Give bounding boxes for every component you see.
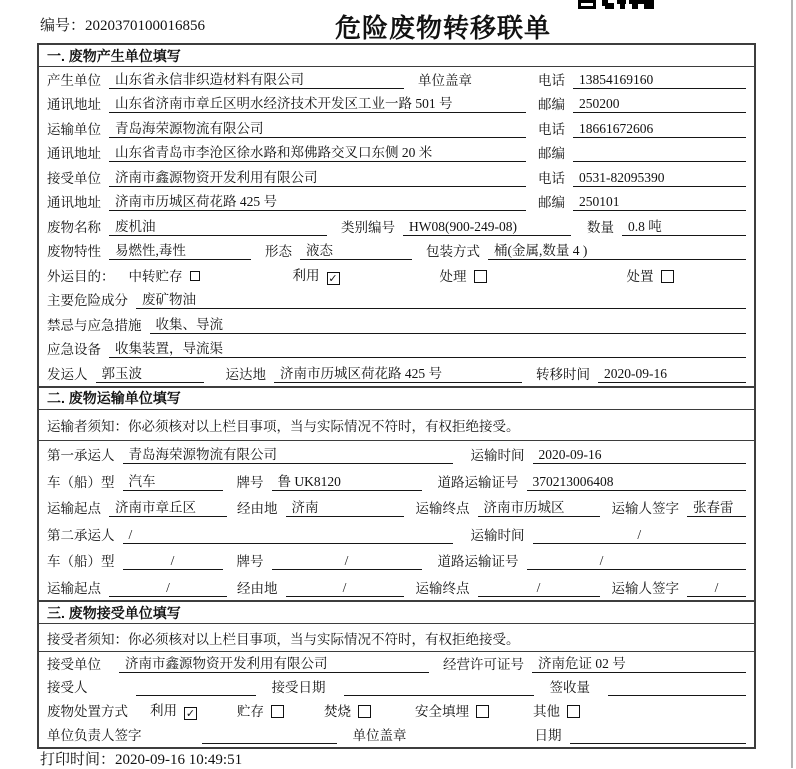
- checkbox-disposal-use[interactable]: ✓: [185, 707, 196, 721]
- zip-label: 邮编: [538, 97, 565, 112]
- row-transporter-address: [39, 141, 754, 166]
- row-second-carrier: [39, 520, 754, 547]
- receiver-field: 济南市鑫源物资开发利用有限公司: [109, 169, 526, 187]
- first-carrier-field: 青岛海荣源物流有限公司: [123, 446, 453, 464]
- quantity-label: 数量: [587, 219, 614, 235]
- receiver-notice: 接受者须知：你必须核对以上栏目事项，当与实际情况不符时，有权拒绝接受。: [39, 624, 754, 652]
- transporter-address-field: 山东省青岛市李沧区徐水路和郑佛路交叉口东侧 20 米: [109, 144, 526, 162]
- receiver-label: 接受单位: [47, 170, 101, 186]
- phone-label: 电话: [538, 72, 565, 88]
- transporter-zip-field: [573, 145, 746, 162]
- producer-zip-field: 250200: [573, 95, 746, 113]
- section-receiver: [39, 600, 754, 747]
- destination-label: 运达地: [225, 366, 266, 382]
- row-hazard-component: [39, 288, 754, 313]
- receiver-address-field: 济南市历城区荷花路 425 号: [109, 193, 526, 211]
- section-producer: [39, 45, 754, 386]
- print-time: [40, 748, 242, 769]
- row-producer: [39, 67, 754, 92]
- row-first-route: [39, 494, 754, 521]
- second-via-field: /: [286, 579, 404, 597]
- plate-label: 牌号: [236, 474, 264, 490]
- hazard-field: 废矿物油: [136, 291, 746, 309]
- transport-time-label: 运输时间: [470, 448, 525, 464]
- receiver-zip-field: 250101: [573, 193, 746, 211]
- address-label: 通讯地址: [47, 146, 101, 161]
- row-transporter: [39, 116, 754, 141]
- phone-label: 电话: [538, 170, 565, 186]
- purpose-option-dispose: 处置: [627, 268, 674, 285]
- purpose-option-treat: 处理: [440, 268, 487, 285]
- terminus-label: 运输终点: [415, 501, 470, 517]
- form-label: 形态: [265, 244, 292, 259]
- print-time-value: 2020-09-16 10:49:51: [115, 752, 243, 768]
- disposal-option-incinerate: 焚烧: [324, 703, 371, 720]
- row-first-vehicle: [39, 467, 754, 494]
- row-producer-address: [39, 92, 754, 117]
- first-road-permit-field: 370213006408: [527, 473, 747, 491]
- receive-date-label: 接受日期: [271, 680, 326, 696]
- row-waste-name: [39, 214, 754, 239]
- terminus-label: 运输终点: [415, 581, 470, 597]
- section-producer-header: 一. 废物产生单位填写: [39, 45, 754, 67]
- second-carrier-sign-field: /: [687, 579, 746, 597]
- section-receiver-header: 三. 废物接受单位填写: [39, 602, 754, 624]
- origin-label: 运输起点: [47, 581, 101, 597]
- row-consignor: [39, 361, 754, 386]
- producer-phone-field: 13854169160: [573, 71, 746, 89]
- date-field: [570, 727, 747, 744]
- row-emergency-measures: [39, 312, 754, 337]
- plate-label: 牌号: [236, 554, 264, 570]
- row-leader-signature: [39, 723, 754, 747]
- row-purpose: [39, 263, 754, 288]
- second-plate-field: /: [272, 552, 422, 570]
- date-label: 日期: [534, 727, 562, 743]
- row-emergency-equipment: [39, 337, 754, 362]
- equipment-label: 应急设备: [47, 342, 101, 357]
- second-terminus-field: /: [478, 579, 600, 597]
- unit-seal-label: 单位盖章: [352, 727, 407, 743]
- signed-qty-field: [608, 679, 746, 696]
- disposal-option-storage: 贮存: [237, 703, 284, 720]
- leader-sign-label: 单位负责人签字: [47, 727, 142, 743]
- second-origin-field: /: [109, 579, 227, 597]
- zip-label: 邮编: [538, 146, 565, 161]
- category-label: 类别编号: [341, 219, 395, 235]
- first-terminus-field: 济南市历城区: [478, 499, 600, 517]
- road-permit-label: 道路运输证号: [437, 554, 519, 570]
- second-carrier-field: /: [123, 526, 453, 544]
- destination-field: 济南市历城区荷花路 425 号: [274, 365, 522, 383]
- receiver-phone-field: 0531-82095390: [573, 169, 746, 187]
- disposal-option-landfill: 安全填埋: [415, 703, 489, 720]
- qr-code-icon: [578, 0, 654, 9]
- address-label: 通讯地址: [47, 97, 101, 112]
- quantity-field: 0.8 吨: [622, 218, 746, 236]
- first-via-field: 济南: [286, 499, 404, 517]
- purpose-option-transfer-storage: 中转贮存: [129, 268, 200, 285]
- page-title: 危险废物转移联单: [334, 14, 552, 43]
- row-disposal-method: [39, 699, 754, 723]
- serial-label: 编号：: [40, 18, 86, 34]
- disposal-option-use: 利用 ✓: [150, 703, 196, 721]
- row-second-route: [39, 573, 754, 600]
- measures-label: 禁忌与应急措施: [47, 317, 142, 333]
- row-receiver-address: [39, 190, 754, 215]
- first-transport-time-field: 2020-09-16: [533, 446, 747, 464]
- checkbox-disposal-storage[interactable]: [271, 705, 284, 718]
- traits-field: 易燃性,毒性: [109, 242, 251, 260]
- row-first-carrier: [39, 441, 754, 468]
- transporter-field: 青岛海荣源物流有限公司: [109, 120, 526, 138]
- checkbox-disposal-landfill[interactable]: [476, 705, 489, 718]
- first-plate-field: 鲁 UK8120: [272, 473, 422, 491]
- serial-number: [40, 14, 205, 35]
- permit-label: 经营许可证号: [443, 656, 524, 672]
- origin-label: 运输起点: [47, 501, 101, 517]
- producer-label: 产生单位: [47, 72, 101, 88]
- leader-sign-field: [202, 727, 337, 744]
- category-field: HW08(900-249-08): [403, 218, 571, 236]
- row-receiver: [39, 165, 754, 190]
- unit-seal-label: 单位盖章: [418, 72, 472, 88]
- first-vehicle-field: 汽车: [123, 473, 223, 491]
- checkbox-transfer-storage[interactable]: [190, 271, 200, 281]
- checkbox-disposal-incinerate[interactable]: [358, 705, 371, 718]
- carrier-sign-label: 运输人签字: [611, 581, 679, 597]
- permit-field: 济南危证 02 号: [532, 655, 746, 673]
- second-transport-time-field: /: [533, 526, 747, 544]
- transfer-manifest-form: [37, 43, 756, 749]
- consignor-field: 郭玉波: [96, 365, 204, 383]
- receiver-person-field: [136, 679, 256, 696]
- second-road-permit-field-extension: [677, 553, 747, 570]
- first-carrier-label: 第一承运人: [47, 448, 115, 464]
- packing-field: 桶(金属,数量 4 ): [488, 242, 746, 260]
- hazard-label: 主要危险成分: [47, 293, 128, 308]
- row-receiving-person: [39, 676, 754, 700]
- vehicle-type-label: 车（船）型: [47, 554, 115, 570]
- section-transporter: [39, 386, 754, 601]
- page-edge-divider: [791, 0, 793, 768]
- first-origin-field: 济南市章丘区: [109, 499, 227, 517]
- checkbox-dispose[interactable]: [661, 270, 674, 283]
- zip-label: 邮编: [538, 195, 565, 210]
- receiving-unit-label: 接受单位: [47, 656, 101, 672]
- transporter-label: 运输单位: [47, 121, 101, 137]
- disposal-label: 废物处置方式: [47, 704, 128, 720]
- receiver-person-label: 接受人: [47, 680, 88, 696]
- carrier-sign-label: 运输人签字: [611, 501, 679, 517]
- form-field: 液态: [300, 242, 412, 260]
- transporter-phone-field: 18661672606: [573, 120, 746, 138]
- second-carrier-label: 第二承运人: [47, 527, 115, 543]
- serial-value: 2020370100016856: [85, 18, 206, 34]
- print-time-label: 打印时间：: [40, 752, 116, 768]
- checkbox-use[interactable]: ✓: [328, 271, 338, 285]
- waste-name-field: 废机油: [109, 218, 327, 236]
- waste-name-label: 废物名称: [47, 219, 101, 235]
- signed-qty-label: 签收量: [549, 680, 590, 696]
- purpose-option-use: 利用 ✓: [292, 267, 338, 285]
- row-second-vehicle: [39, 547, 754, 574]
- receive-date-field: [344, 679, 534, 696]
- section-transporter-header: 二. 废物运输单位填写: [39, 388, 754, 410]
- transfer-time-label: 转移时间: [536, 366, 590, 382]
- transport-time-label: 运输时间: [470, 527, 525, 543]
- via-label: 经由地: [237, 581, 278, 597]
- producer-field: 山东省永信非织造材料有限公司: [109, 71, 404, 89]
- consignor-label: 发运人: [47, 366, 88, 382]
- second-road-permit-field: /: [527, 552, 677, 570]
- road-permit-label: 道路运输证号: [437, 474, 519, 490]
- equipment-field: 收集装置，导流渠: [109, 340, 746, 358]
- checkbox-treat[interactable]: [474, 270, 487, 283]
- traits-label: 废物特性: [47, 244, 101, 259]
- measures-field: 收集、导流: [150, 316, 747, 334]
- packing-label: 包装方式: [426, 244, 480, 259]
- address-label: 通讯地址: [47, 195, 101, 210]
- second-vehicle-field: /: [123, 552, 223, 570]
- checkbox-disposal-other[interactable]: [567, 705, 580, 718]
- first-carrier-sign-field: 张春雷: [687, 499, 746, 517]
- producer-address-field: 山东省济南市章丘区明水经济技术开发区工业一路 501 号: [109, 95, 526, 113]
- phone-label: 电话: [538, 121, 565, 137]
- disposal-option-other: 其他: [533, 703, 580, 720]
- row-receiving-unit: [39, 652, 754, 676]
- transporter-notice: 运输者须知：你必须核对以上栏目事项，当与实际情况不符时，有权拒绝接受。: [39, 410, 754, 441]
- row-waste-traits: [39, 239, 754, 264]
- via-label: 经由地: [237, 501, 278, 517]
- receiving-unit-field: 济南市鑫源物资开发利用有限公司: [119, 655, 429, 673]
- purpose-label: 外运目的：: [47, 268, 115, 284]
- vehicle-type-label: 车（船）型: [47, 474, 115, 490]
- transfer-time-field: 2020-09-16: [598, 365, 746, 383]
